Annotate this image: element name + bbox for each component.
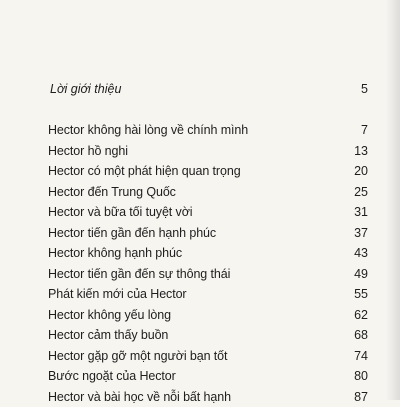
toc-entry-title: Hector không hài lòng về chính mình xyxy=(48,120,248,141)
toc-entry xyxy=(48,305,368,326)
toc-entry-title: Hector cảm thấy buồn xyxy=(48,325,168,346)
toc-entry-title: Hector và bữa tối tuyệt vời xyxy=(48,202,192,223)
toc-entry xyxy=(48,243,368,264)
toc-entry xyxy=(48,346,368,367)
toc-entry xyxy=(48,161,368,182)
toc-intro-title: Lời giới thiệu xyxy=(50,82,121,96)
toc-entry xyxy=(48,141,368,162)
toc-entry xyxy=(48,284,368,305)
toc-entry-page: 74 xyxy=(348,346,368,367)
toc-entry-title: Hector có một phát hiện quan trọng xyxy=(48,161,241,182)
toc-entry-page: 31 xyxy=(348,202,368,223)
toc-entry-page: 37 xyxy=(348,223,368,244)
toc-entry-page: 7 xyxy=(348,120,368,141)
page-edge-shadow xyxy=(386,0,400,400)
toc-entry-page: 87 xyxy=(348,387,368,407)
toc-intro-entry xyxy=(50,82,368,96)
toc-entry xyxy=(48,202,368,223)
toc-entry xyxy=(48,223,368,244)
toc-entry-title: Hector không yếu lòng xyxy=(48,305,171,326)
toc-entry-page: 13 xyxy=(348,141,368,162)
toc-entry xyxy=(48,366,368,387)
toc-entry-title: Phát kiến mới của Hector xyxy=(48,284,187,305)
toc-entry-page: 68 xyxy=(348,325,368,346)
toc-entry-title: Hector không hạnh phúc xyxy=(48,243,182,264)
toc-entry-page: 25 xyxy=(348,182,368,203)
toc-entry-page: 49 xyxy=(348,264,368,285)
table-of-contents xyxy=(48,120,368,407)
toc-entry-title: Hector tiến gần đến sự thông thái xyxy=(48,264,230,285)
toc-entry xyxy=(48,120,368,141)
toc-entry-title: Hector hồ nghi xyxy=(48,141,128,162)
toc-entry-title: Hector và bài học về nỗi bất hạnh xyxy=(48,387,231,407)
toc-entry xyxy=(48,182,368,203)
toc-entry-page: 20 xyxy=(348,161,368,182)
toc-entry-title: Bước ngoặt của Hector xyxy=(48,366,176,387)
toc-entry xyxy=(48,264,368,285)
toc-entry-page: 62 xyxy=(348,305,368,326)
toc-entry-page: 80 xyxy=(348,366,368,387)
toc-entry-page: 55 xyxy=(348,284,368,305)
toc-entry xyxy=(48,387,368,407)
toc-entry-title: Hector gặp gỡ một người bạn tốt xyxy=(48,346,227,367)
toc-entry-title: Hector đến Trung Quốc xyxy=(48,182,176,203)
toc-entry xyxy=(48,325,368,346)
toc-entry-title: Hector tiến gần đến hạnh phúc xyxy=(48,223,216,244)
toc-intro-page: 5 xyxy=(361,82,368,96)
toc-entry-page: 43 xyxy=(348,243,368,264)
